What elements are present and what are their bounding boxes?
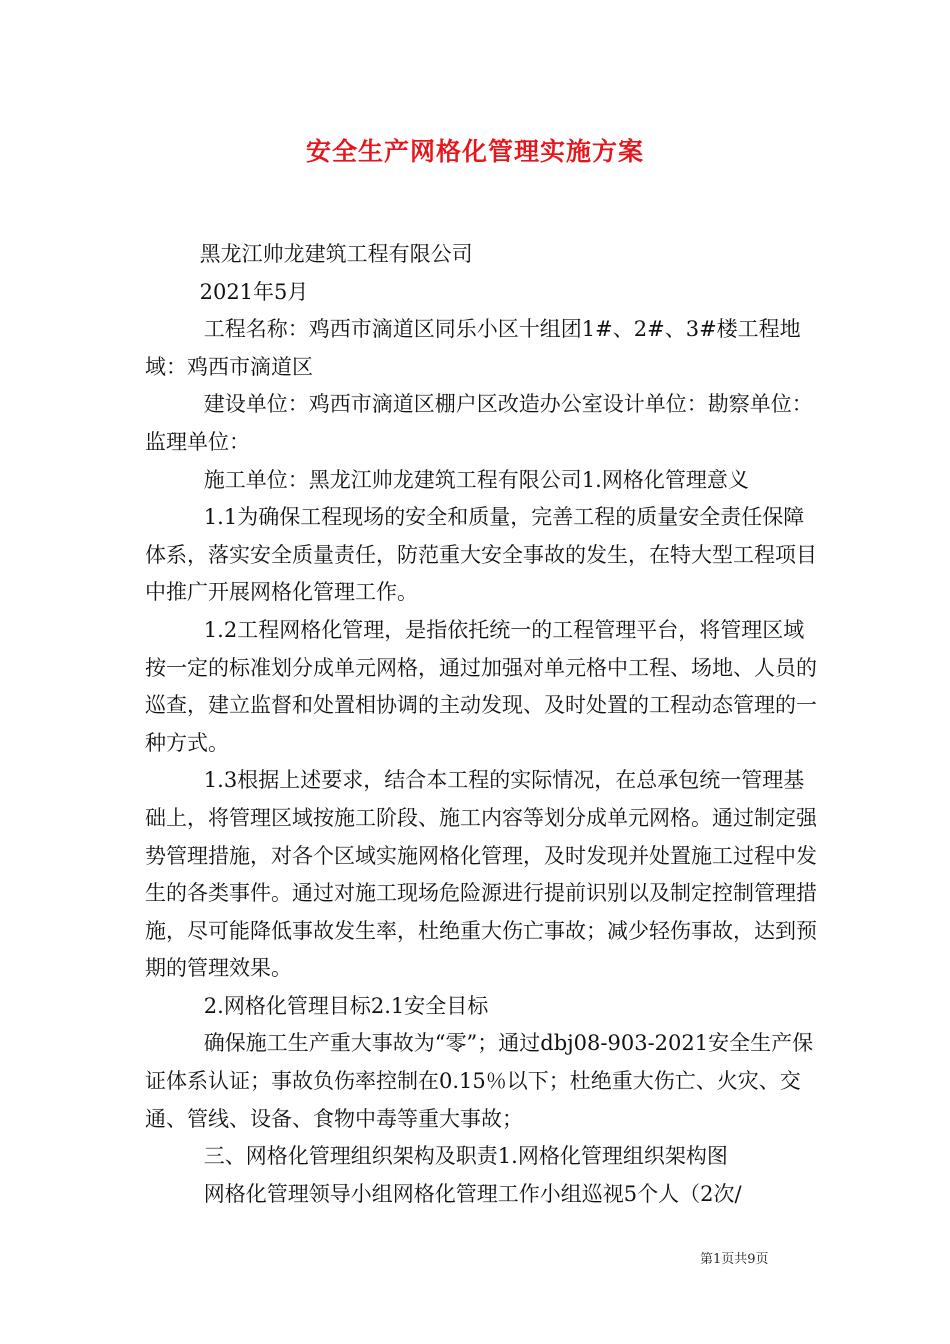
org-structure-paragraph: 网格化管理领导小组网格化管理工作小组巡视5个人（2次/ (203, 1181, 742, 1206)
project-name-paragraph: 工程名称：鸡西市滴道区同乐小区十组团1#、2#、3#楼工程地域：鸡西市滴道区 (145, 317, 801, 379)
document-title: 安全生产网格化管理实施方案 (305, 137, 644, 166)
section-3-heading: 三、网格化管理组织架构及职责1.网格化管理组织架构图 (203, 1144, 728, 1169)
builder-unit-paragraph: 施工单位：黑龙江帅龙建筑工程有限公司1.网格化管理意义 (203, 467, 749, 492)
document-date: 2021年5月 (199, 279, 309, 304)
construction-unit-paragraph: 建设单位：鸡西市滴道区棚户区改造办公室设计单位：勘察单位：监理单位： (145, 392, 813, 454)
paragraph-1-2: 1.2工程网格化管理，是指依托统一的工程管理平台，将管理区域按一定的标准划分成单元网格，通过加强对单元格中工程、场地、人员的巡查，建立监督和处置相协调的主动发现、及时处置的工程动态管理的一种方式。 (145, 617, 817, 755)
page-number: 第1页共9页 (700, 1252, 769, 1267)
company-name: 黑龙江帅龙建筑工程有限公司 (199, 242, 473, 266)
paragraph-1-1: 1.1为确保工程现场的安全和质量，完善工程的质量安全责任保障体系，落实安全质量责任，防范重大安全事故的发生，在特大型工程项目中推广开展网格化管理工作。 (145, 505, 817, 605)
section-2-heading: 2.网格化管理目标2.1安全目标 (203, 993, 489, 1018)
paragraph-1-3: 1.3根据上述要求，结合本工程的实际情况，在总承包统一管理基础上，将管理区域按施工阶段、施工内容等划分成单元网格。通过制定强势管理措施，对各个区域实施网格化管理，及时发现并处置施工过程中发生的各类事件。通过对施工现场危险源进行提前识别以及制定控制管理措施，尽可能降低事故发生率，杜绝重大伤亡事故；减少轻伤事故，达到预期的管理效果。 (145, 768, 817, 981)
document-body (145, 236, 817, 1213)
safety-target-paragraph: 确保施工生产重大事故为“零”；通过dbj08-903-2021安全生产保证体系认证；事故负伤率控制在0.15％以下；杜绝重大伤亡、火灾、交通、管线、设备、食物中毒等重大事故； (145, 1031, 814, 1131)
